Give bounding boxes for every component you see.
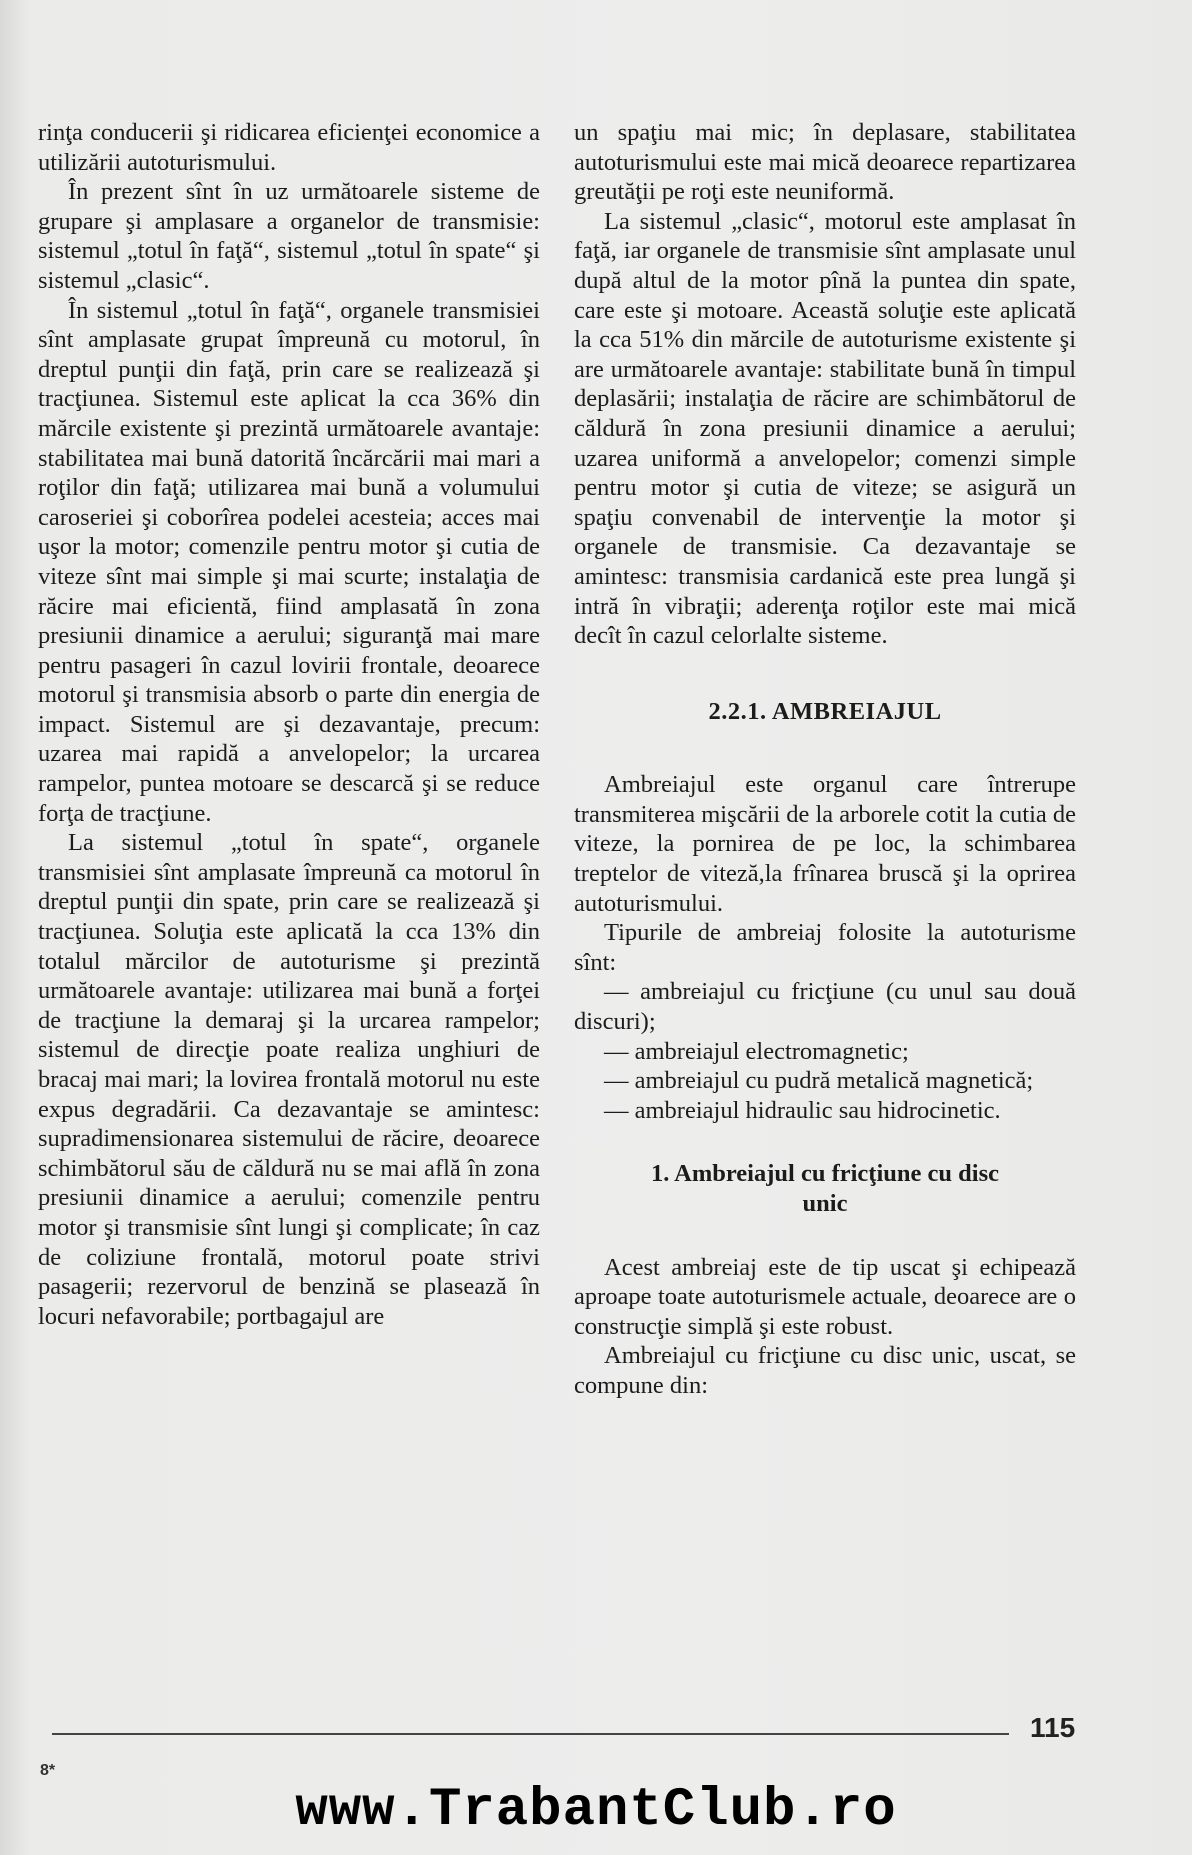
footer-rule (52, 1733, 1009, 1735)
subsection-heading-line: 1. Ambreiajul cu fricţiune cu disc (651, 1160, 999, 1188)
list-item: — ambreiajul hidraulic sau hidrocinetic. (604, 1096, 1001, 1124)
left-column (38, 118, 540, 1331)
list-item: — ambreiajul electromagnetic; (604, 1037, 909, 1065)
list-item: — ambreiajul cu fricţiune (cu unul sau două discuri); (574, 978, 1076, 1036)
paragraph: Ambreiajul cu fricţiune cu disc unic, uscat, se compune din: (574, 1342, 1076, 1399)
paragraph: Ambreiajul este organul care întrerupe transmiterea mişcării de la arborele cotit la cutia de viteze, la pornirea de pe loc, la schimbarea treptelor de viteză,la frînarea bruscă şi la oprirea autoturismului. (574, 771, 1077, 917)
section-heading: 2.2.1. AMBREIAJUL (708, 697, 942, 725)
paragraph: Tipurile de ambreiaj folosite la autoturisme sînt: (574, 919, 1076, 976)
list-item: — ambreiajul cu pudră metalică magnetică; (604, 1067, 1034, 1095)
watermark-url: www.TrabantClub.ro (295, 1780, 897, 1841)
paragraph: La sistemul „totul în spate“, organele transmisiei sînt amplasate împreună ca motorul în dreptul punţii din spate, prin care se realizează şi tracţiunea. Soluţia este aplicată la cca 13% din totalul mărcilor de autoturisme şi prezintă următoarele avantaje: utilizarea mai bună a forţei de tracţiune la demaraj şi la urcarea rampelor; sistemul de direcţie poate realiza unghiuri de bracaj mai mari; la lovirea frontală motorul nu este expus degradării. Ca dezavantaje se amintesc: supradimensionarea sistemului de răcire, deoarece schimbătorul său de căldură nu se mai află în zona presiunii dinamice a aerului; comenzile pentru motor şi transmisie sînt lungi şi complicate; în caz de coliziune frontală, motorul poate strivi pasagerii; rezervorul de benzină se plasează în locuri nefavorabile; portbagajul are (38, 829, 540, 1330)
paragraph: Acest ambreiaj este de tip uscat şi echipează aproape toate autoturismele actuale, deoarece are o construcţie simplă şi este robust. (574, 1253, 1076, 1340)
paragraph: În prezent sînt în uz următoarele sisteme de grupare şi amplasare a organelor de transmisie: sistemul „totul în faţă“, sistemul „totul în spate“ şi sistemul „clasic“. (38, 178, 540, 294)
paragraph: La sistemul „clasic“, motorul este amplasat în faţă, iar organele de transmisie sînt amplasate unul după altul de la motor pînă la puntea din spate, care este şi motoare. Această soluţie este aplicată la cca 51% din mărcile de autoturisme existente şi are următoarele avantaje: stabilitate bună în timpul deplasării; instalaţia de răcire are schimbătorul de căldură în zona presiunii dinamice a aerului; uzarea uniformă a anvelopelor; comenzi simple pentru motor şi cutia de viteze; se asigură un spaţiu convenabil de intervenţie la motor şi organele de transmisie. Ca dezavantaje se amintesc: transmisia cardanică este prea lungă şi intră în vibraţii; aderenţa roţilor este mai mică decît în cazul celorlalte sisteme. (574, 207, 1076, 650)
subsection-heading-line: unic (802, 1190, 848, 1217)
subsection-heading (574, 1159, 1076, 1218)
paragraph: un spaţiu mai mic; în deplasare, stabilitatea autoturismului este mai mică deoarece repartizarea greutăţii pe roţi este neuniformă. (574, 119, 1076, 206)
signature-mark: 8* (40, 1762, 56, 1779)
paragraph: rinţa conducerii şi ridicarea eficienţei economice a utilizării autoturismului. (38, 119, 540, 176)
paragraph: În sistemul „totul în faţă“, organele transmisiei sînt amplasate grupat împreună cu motorul, în dreptul punţii din faţă, prin care se realizează şi tracţiunea. Sistemul este aplicat la cca 36% din mărcile existente şi prezintă următoarele avantaje: stabilitatea mai bună datorită încărcării mai mari a roţilor din faţă; utilizarea mai bună a volumului caroseriei şi coborîrea podelei acesteia; acces mai uşor la motor; comenzile pentru motor şi cutia de viteze sînt mai simple şi mai scurte; instalaţia de răcire mai eficientă, fiind amplasată în zona presiunii dinamice a aerului; siguranţă mai mare pentru pasageri în cazul lovirii frontale, deoarece motorul şi transmisia absorb o parte din energia de impact. Sistemul are şi dezavantaje, precum: uzarea mai rapidă a anvelopelor; la urcarea rampelor, puntea motoare se descarcă şi se reduce forţa de tracţiune. (38, 296, 540, 827)
page-number: 115 (1030, 1712, 1076, 1743)
right-column (574, 118, 1076, 1401)
